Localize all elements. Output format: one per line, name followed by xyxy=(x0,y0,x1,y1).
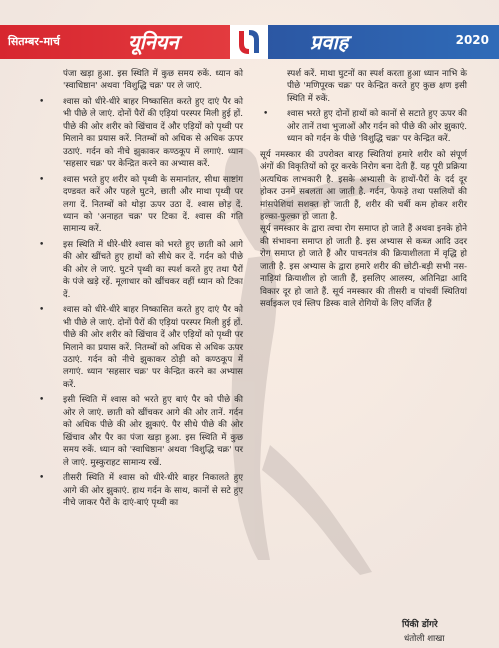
left-column xyxy=(39,68,243,509)
bullet-icon: • xyxy=(39,239,45,250)
list-item xyxy=(263,108,467,145)
list-item xyxy=(39,394,243,469)
list-item xyxy=(39,96,243,171)
list-item-text: तीसरी स्थिति में श्वास को धीरे-धीरे बाहर निकालते हुए आगे की ओर झुकाएं. हाथ गर्दन के साथ, कानों से सटे हुए नीचे जाकर पैरों के दाएं-बाएं पृथ्वी का xyxy=(63,473,243,508)
union-bank-logo xyxy=(230,25,268,59)
author-branch: धंतोली शाखा xyxy=(404,634,445,644)
bullet-icon: • xyxy=(39,395,45,406)
list-item-text: श्वास को धीरे-धीरे बाहर निष्कासित करते हुए दाएं पैर को भी पीछे ले जाएं. दोनों पैरों की एड़ियां परस्पर मिली हुई हों. पीछे की ओर शरीर को खिंचाव दें और एड़ियों को पृथ्वी पर मिलाने का प्रयास करें. नितम्बों को अधिक से अधिक ऊपर उठाएं. गर्दन को नीचे झुकाकर ठोड़ी को कण्ठकूप में लगाएं. ध्यान 'सहसार चक्र' पर केन्द्रित करने का अभ्यास करें. xyxy=(63,305,243,390)
page-header xyxy=(0,25,499,59)
list-item xyxy=(39,472,243,509)
bullet-icon: • xyxy=(39,174,45,185)
list-item-text: श्वास को धीरे-धीरे बाहर निष्कासित करते हुए दाएं पैर को भी पीछे ले जाएं. दोनों पैरों की एड़ियां परस्पर मिली हुई हों. पीछे की ओर शरीर को खिंचाव दें और एड़ियों को पृथ्वी पर मिलाने का प्रयास करें. नितम्बों को अधिक से अधिक ऊपर उठाएं. गर्दन को नीचे झुकाकर कण्ठकूप में लगाएं. ध्यान 'सहसार चक्र' पर केन्द्रित करने का अभ्यास करें. xyxy=(63,96,243,170)
issue-date: सितम्बर-मार्च xyxy=(8,35,60,48)
bullet-icon: • xyxy=(39,473,45,484)
paragraph: सूर्य नमस्कार के द्वारा त्वचा रोग समाप्त हो जाते हैं अथवा इनके होने की संभावना समाप्त हो जाती है. इस अभ्यास से कब्ज आदि उदर रोग समाप्त हो जाते हैं और पाचनतंत्र की क्रियाशीलता में वृद्धि हो जाती है. इस अभ्यास के द्वारा हमारे शरीर की छोटी-बड़ी सभी नस-नाड़ियां क्रियाशील हो जाती हैं, इसलिए आलस्य, अतिनिद्रा आदि विकार दूर हो जाते हैं. सूर्य नमस्कार की तीसरी व पांचवीं स्थितियां सर्वाइकल एवं स्लिप डिस्क वाले रोगियों के लिए वर्जित हैं xyxy=(260,224,467,310)
magazine-title-left: यूनियन xyxy=(128,30,179,54)
header-blue-band xyxy=(268,25,499,59)
bullet-icon: • xyxy=(39,96,45,107)
list-item xyxy=(39,174,243,236)
bullet-icon: • xyxy=(263,109,269,120)
magazine-title-right: प्रवाह xyxy=(310,30,349,54)
paragraph: पंजा खड़ा हुआ. इस स्थिति में कुछ समय रुकें. ध्यान को 'स्वाधिष्ठान' अथवा 'विशुद्धि चक्र' पर ले जाएं. xyxy=(63,69,243,92)
author-name: पिंकी डोंगरे xyxy=(402,620,438,630)
list-item-text: श्वास भरते हुए शरीर को पृथ्वी के समानांतर, सीधा साष्टांग दण्डवत करें और पहले घुटने, छाती और माथा पृथ्वी पर लगा दें. नितम्बों को थोड़ा ऊपर उठा दें. श्वास छोड़ दें. ध्यान को 'अनाहत चक्र' पर टिका दें. श्वास की गति सामान्य करें. xyxy=(63,174,243,235)
list-item xyxy=(39,304,243,391)
right-column xyxy=(260,68,467,311)
bullet-icon: • xyxy=(39,305,45,316)
list-item xyxy=(39,239,243,301)
paragraph: स्पर्श करें. माथा घुटनों का स्पर्श करता हुआ ध्यान नाभि के पीछे 'मणिपूरक चक्र' पर केन्द्रित करते हुए कुछ क्षण इसी स्थिति में रुकें. xyxy=(287,69,467,104)
list-item-text: इस स्थिति में धीरे-धीरे श्वास को भरते हुए छाती को आगे की ओर खींचते हुए हाथों को सीधे कर दें. गर्दन को पीछे की ओर ले जाएं. घुटने पृथ्वी का स्पर्श करते हुए तथा पैरों के पंजे खड़े रहें. मूलाधार को खींचकर वहीं ध्यान को टिका दें. xyxy=(63,239,243,300)
issue-year: 2020 xyxy=(455,33,489,47)
paragraph: सूर्य नमस्कार की उपरोक्त बारह स्थितियां हमारे शरीर को संपूर्ण अंगों की विकृतियों को दूर करके निरोग बना देती हैं. यह पूरी प्रक्रिया अत्यधिक लाभकारी है. इसके अभ्यासी के हाथों-पैरों के दर्द दूर होकर उनमें सबलता आ जाती है. गर्दन, फेफड़े तथा पसलियों की मांसपेशियां सशक्त हो जाती हैं, शरीर की चर्बी कम होकर शरीर हल्का-फुल्का हो जाता है. xyxy=(260,149,467,222)
header-red-band xyxy=(0,25,230,59)
list-item-text: इसी स्थिति में श्वास को भरते हुए बाएं पैर को पीछे की ओर ले जाएं. छाती को खींचकर आगे की ओर तानें. गर्दन को अधिक पीछे की ओर झुकाएं. पैर सीधे पीछे की ओर खिंचाव और पैर का पंजा खड़ा हुआ. इस स्थिति में कुछ समय रुकें. ध्यान को 'स्वाधिष्ठान' अथवा 'विशुद्धि चक्र' पर ले जाएं. मुस्कुराहट सामान्य रखें. xyxy=(63,395,243,468)
list-item-text: श्वास भरते हुए दोनों हाथों को कानों से सटाते हुए ऊपर की ओर तानें तथा भुजाओं और गर्दन को पीछे की ओर झुकाएं. ध्यान को गर्दन के पीछे 'विशुद्धि चक्र' पर केन्द्रित करें. xyxy=(287,109,467,145)
